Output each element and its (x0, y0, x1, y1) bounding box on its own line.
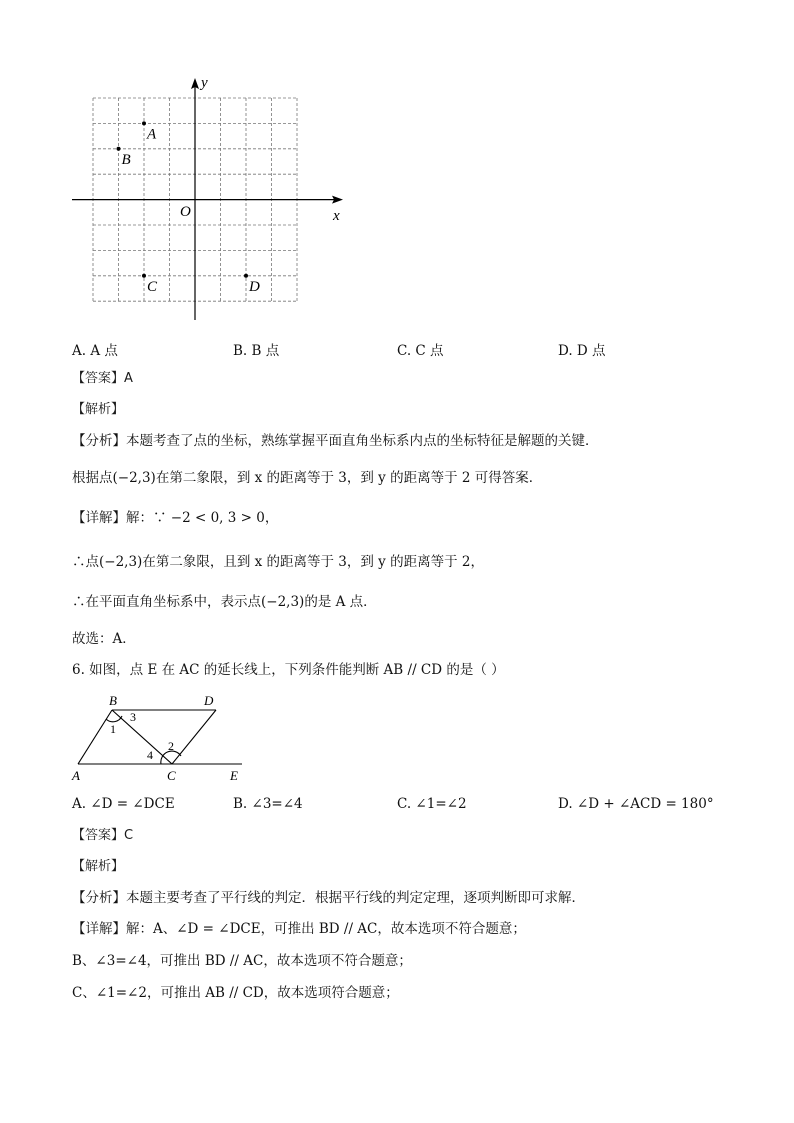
q6-stem: 6. 如图，点 E 在 AC 的延长线上，下列条件能判断 AB // CD 的是（ ） (72, 662, 505, 678)
angle-label-3: 3 (130, 710, 136, 724)
point-label-a: A (147, 126, 157, 143)
y-axis-label: y (201, 75, 208, 91)
point-c (142, 274, 146, 278)
label-c: C (167, 768, 176, 783)
point-label-b: B (121, 151, 131, 168)
angle-label-2: 2 (168, 739, 174, 753)
q6-option-a[interactable]: A. ∠D = ∠DCE (72, 796, 175, 812)
q6-line-c: C、∠1=∠2，可推出 AB // CD，故本选项符合题意； (72, 985, 399, 1001)
q6-fenxi: 【分析】本题主要考查了平行线的判定．根据平行线的判定定理，逐项判断即可求解． (72, 890, 585, 906)
q6-xiangjie: 【详解】解：A、∠D = ∠DCE，可推出 BD // AC，故本选项不符合题意； (72, 921, 526, 937)
segment-cd (172, 710, 216, 764)
q6-answer: 【答案】C (72, 828, 134, 843)
coordinate-figure (60, 70, 360, 330)
label-b: B (109, 693, 117, 708)
q6-option-b[interactable]: B. ∠3=∠4 (233, 796, 303, 812)
segment-ab (78, 710, 112, 764)
point-label-d: D (249, 278, 260, 295)
q5-line4: ∴点(−2,3)在第二象限，且到 x 的距离等于 3，到 y 的距离等于 2， (72, 554, 484, 570)
q5-option-d[interactable]: D. D 点 (558, 343, 606, 359)
point-b (117, 147, 121, 151)
q5-choose: 故选：A． (72, 631, 136, 647)
q6-option-d[interactable]: D. ∠D + ∠ACD = 180° (558, 796, 714, 812)
q5-analysis-head: 【解析】 (72, 402, 125, 417)
label-a: A (72, 768, 80, 783)
q5-line2: 根据点(−2,3)在第二象限，到 x 的距离等于 3，到 y 的距离等于 2 可得答案． (72, 470, 543, 486)
parallelogram-figure (66, 688, 256, 784)
label-e: E (230, 768, 238, 783)
label-d: D (204, 693, 214, 708)
q6-option-c[interactable]: C. ∠1=∠2 (397, 796, 467, 812)
q5-option-a[interactable]: A. A 点 (72, 343, 118, 359)
q5-fenxi: 【分析】本题考查了点的坐标，熟练掌握平面直角坐标系内点的坐标特征是解题的关键． (72, 433, 599, 449)
angle-label-4: 4 (147, 748, 153, 762)
point-a (142, 121, 146, 125)
origin-label: O (180, 204, 191, 220)
angle-label-1: 1 (110, 722, 116, 736)
q5-line5: ∴在平面直角坐标系中，表示点(−2,3)的是 A 点． (72, 594, 377, 610)
q6-analysis-head: 【解析】 (72, 859, 125, 874)
q5-option-c[interactable]: C. C 点 (397, 343, 444, 359)
q5-answer: 【答案】A (72, 371, 133, 386)
q6-line-b: B、∠3=∠4，可推出 BD // AC，故本选项不符合题意； (72, 953, 412, 969)
q5-option-b[interactable]: B. B 点 (233, 343, 280, 359)
point-label-c: C (147, 278, 158, 295)
x-axis-label: x (333, 208, 340, 224)
point-d (244, 274, 248, 278)
q5-xiangjie: 【详解】解：∵ −2 < 0, 3 > 0， (72, 510, 279, 526)
